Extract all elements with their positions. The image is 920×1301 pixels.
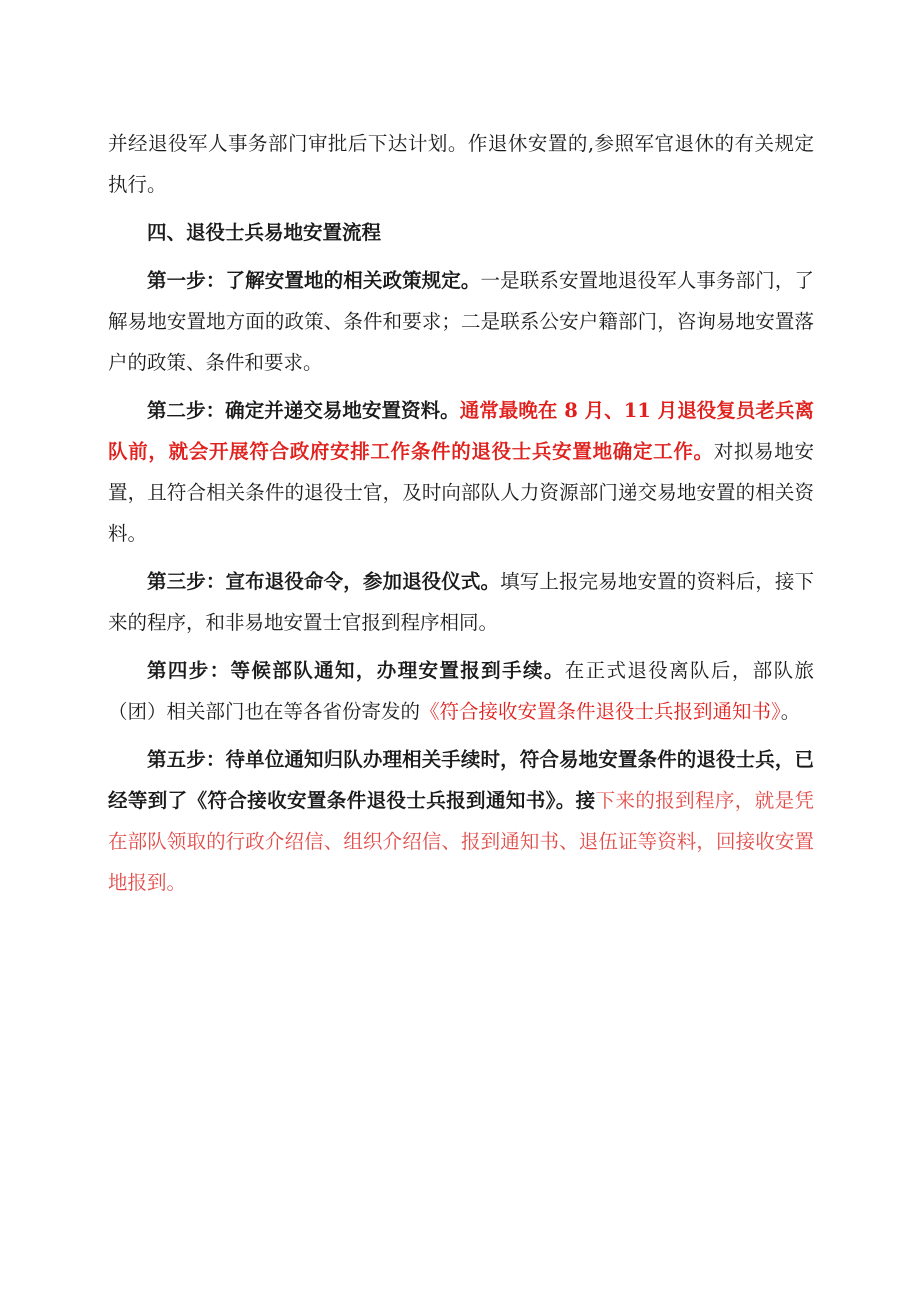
section-heading (108, 212, 814, 253)
step-4-title: 第四步：等候部队通知，办理安置报到手续。 (147, 659, 565, 682)
step-1-body: 一是联系安置地退役军人事务部门，了解易地安置地方面的政策、条件和要求；二是联系公安户籍部门，咨询易地安置落户的政策、条件和要求。 (108, 269, 814, 374)
continuation-text: 并经退役军人事务部门审批后下达计划。作退休安置的,参照军官退休的有关规定执行。 (108, 132, 814, 196)
step-4-body: 在正式退役离队后，部队旅（团）相关部门也在等各省份寄发的 (108, 659, 814, 723)
step-3-paragraph (108, 561, 814, 643)
step-4-paragraph (108, 650, 814, 732)
continuation-paragraph (108, 123, 814, 205)
step-5-title: 第五步：待单位通知归队办理相关手续时，符合易地安置条件的退役士兵，已经等到了《符合接收安置条件退役士兵报到通知书》。接 (108, 748, 814, 812)
step-3-body: 填写上报完易地安置的资料后，接下来的程序，和非易地安置士官报到程序相同。 (108, 570, 814, 634)
step-2-highlight: 通常最晚在 8 月、11 月退役复员老兵离队前，就会开展符合政府安排工作条件的退役士兵安置地确定工作。 (108, 399, 814, 463)
step-2-body: 对拟易地安置，且符合相关条件的退役士官，及时向部队人力资源部门递交易地安置的相关资料。 (108, 440, 814, 545)
step-5-body: 下来的报到程序，就是凭在部队领取的行政介绍信、组织介绍信、报到通知书、退伍证等资料，回接收安置地报到。 (108, 789, 814, 894)
step-4-tail: 。 (780, 700, 801, 723)
step-1-title: 第一步：了解安置地的相关政策规定。 (147, 269, 481, 292)
step-5-paragraph (108, 739, 814, 903)
step-2-paragraph (108, 390, 814, 554)
section-heading-text: 四、退役士兵易地安置流程 (147, 221, 382, 244)
step-4-highlight: 《符合接收安置条件退役士兵报到通知书》 (420, 700, 781, 723)
step-1-paragraph (108, 260, 814, 383)
step-3-title: 第三步：宣布退役命令，参加退役仪式。 (147, 570, 501, 593)
step-2-title: 第二步：确定并递交易地安置资料。 (147, 399, 460, 422)
document-body (108, 123, 814, 903)
